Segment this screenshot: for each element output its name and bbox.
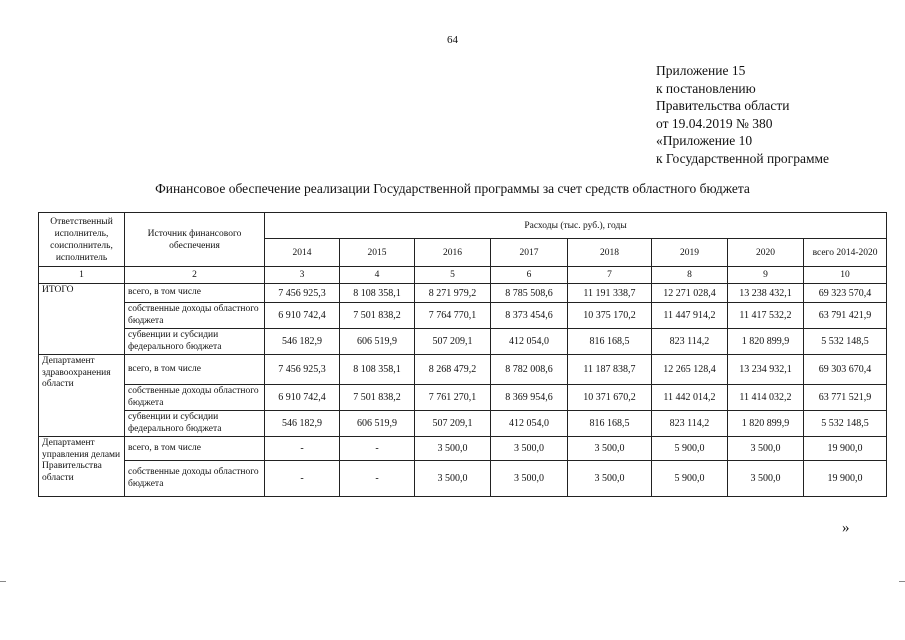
table-row xyxy=(39,437,887,461)
year-value-cell: 3 500,0 xyxy=(568,461,652,497)
year-value-cell: 8 369 954,6 xyxy=(491,385,568,411)
total-value-cell: 63 771 521,9 xyxy=(804,385,887,411)
total-value-cell: 63 791 421,9 xyxy=(804,303,887,329)
year-value-cell: 10 375 170,2 xyxy=(568,303,652,329)
table-row xyxy=(39,385,887,411)
year-value-cell: 507 209,1 xyxy=(415,411,491,437)
header-year: 2018 xyxy=(568,239,652,267)
total-value-cell: 19 900,0 xyxy=(804,437,887,461)
year-value-cell: 13 238 432,1 xyxy=(728,284,804,303)
year-value-cell: 11 191 338,7 xyxy=(568,284,652,303)
source-cell: всего, в том числе xyxy=(125,355,265,385)
total-value-cell: 19 900,0 xyxy=(804,461,887,497)
year-value-cell: 11 442 014,2 xyxy=(652,385,728,411)
year-value-cell: 823 114,2 xyxy=(652,411,728,437)
column-number: 10 xyxy=(804,267,887,284)
executor-cell: ИТОГО xyxy=(39,284,125,355)
header-year: 2017 xyxy=(491,239,568,267)
year-value-cell: 12 265 128,4 xyxy=(652,355,728,385)
year-value-cell: 8 785 508,6 xyxy=(491,284,568,303)
appendix-line: от 19.04.2019 № 380 xyxy=(656,115,773,131)
column-number: 1 xyxy=(39,267,125,284)
appendix-line: Приложение 15 xyxy=(656,63,746,78)
year-value-cell: 823 114,2 xyxy=(652,329,728,355)
year-value-cell: 412 054,0 xyxy=(491,411,568,437)
appendix-block xyxy=(656,62,829,167)
executor-cell: Департамент здравоохранения области xyxy=(39,355,125,437)
year-value-cell: 6 910 742,4 xyxy=(265,303,340,329)
year-value-cell: 3 500,0 xyxy=(491,461,568,497)
column-number: 5 xyxy=(415,267,491,284)
source-cell: субвенции и субсидии федерального бюджета xyxy=(125,329,265,355)
year-value-cell: 8 108 358,1 xyxy=(340,355,415,385)
source-cell: субвенции и субсидии федерального бюджета xyxy=(125,411,265,437)
year-value-cell: 606 519,9 xyxy=(340,329,415,355)
table-row xyxy=(39,411,887,437)
year-value-cell: 13 234 932,1 xyxy=(728,355,804,385)
appendix-line: «Приложение 10 xyxy=(656,133,753,148)
header-year: 2015 xyxy=(340,239,415,267)
year-value-cell: 11 414 032,2 xyxy=(728,385,804,411)
total-value-cell: 69 303 670,4 xyxy=(804,355,887,385)
year-value-cell: 7 764 770,1 xyxy=(415,303,491,329)
header-year: 2014 xyxy=(265,239,340,267)
year-value-cell: 7 501 838,2 xyxy=(340,385,415,411)
year-value-cell: 8 373 454,6 xyxy=(491,303,568,329)
source-cell: всего, в том числе xyxy=(125,284,265,303)
header-source: Источник финансового обеспечения xyxy=(125,213,265,267)
year-value-cell: - xyxy=(340,461,415,497)
header-year: 2016 xyxy=(415,239,491,267)
closing-quote: » xyxy=(842,520,850,536)
source-cell: собственные доходы областного бюджета xyxy=(125,385,265,411)
column-number: 9 xyxy=(728,267,804,284)
margin-mark xyxy=(0,581,6,582)
total-value-cell: 5 532 148,5 xyxy=(804,411,887,437)
year-value-cell: 546 182,9 xyxy=(265,411,340,437)
year-value-cell: 6 910 742,4 xyxy=(265,385,340,411)
year-value-cell: 8 268 479,2 xyxy=(415,355,491,385)
column-number: 8 xyxy=(652,267,728,284)
year-value-cell: 3 500,0 xyxy=(728,461,804,497)
year-value-cell: 507 209,1 xyxy=(415,329,491,355)
year-value-cell: 8 108 358,1 xyxy=(340,284,415,303)
table-row xyxy=(39,284,887,303)
year-value-cell: 3 500,0 xyxy=(728,437,804,461)
year-value-cell: 11 417 532,2 xyxy=(728,303,804,329)
year-value-cell: 7 501 838,2 xyxy=(340,303,415,329)
table-row xyxy=(39,329,887,355)
year-value-cell: 546 182,9 xyxy=(265,329,340,355)
source-cell: собственные доходы областного бюджета xyxy=(125,303,265,329)
table-row xyxy=(39,303,887,329)
financing-table xyxy=(38,212,887,497)
year-value-cell: 12 271 028,4 xyxy=(652,284,728,303)
year-value-cell: 10 371 670,2 xyxy=(568,385,652,411)
year-value-cell: 1 820 899,9 xyxy=(728,411,804,437)
year-value-cell: 7 456 925,3 xyxy=(265,355,340,385)
executor-cell: Департамент управления делами Правительства области xyxy=(39,437,125,497)
year-value-cell: 3 500,0 xyxy=(568,437,652,461)
year-value-cell: - xyxy=(340,437,415,461)
column-number: 6 xyxy=(491,267,568,284)
year-value-cell: 7 761 270,1 xyxy=(415,385,491,411)
year-value-cell: 3 500,0 xyxy=(491,437,568,461)
column-number: 7 xyxy=(568,267,652,284)
header-year: 2020 xyxy=(728,239,804,267)
header-expenses: Расходы (тыс. руб.), годы xyxy=(265,213,887,239)
year-value-cell: 5 900,0 xyxy=(652,461,728,497)
source-cell: всего, в том числе xyxy=(125,437,265,461)
year-value-cell: 7 456 925,3 xyxy=(265,284,340,303)
year-value-cell: 1 820 899,9 xyxy=(728,329,804,355)
year-value-cell: 5 900,0 xyxy=(652,437,728,461)
year-value-cell: - xyxy=(265,461,340,497)
year-value-cell: - xyxy=(265,437,340,461)
header-total: всего 2014-2020 xyxy=(804,239,887,267)
year-value-cell: 11 187 838,7 xyxy=(568,355,652,385)
column-number: 3 xyxy=(265,267,340,284)
page-number: 64 xyxy=(447,34,458,46)
table-row xyxy=(39,355,887,385)
document-title: Финансовое обеспечение реализации Государственной программы за счет средств областного бюджета xyxy=(155,181,750,196)
appendix-line: Правительства области xyxy=(656,98,790,113)
header-year: 2019 xyxy=(652,239,728,267)
appendix-line: к Государственной программе xyxy=(656,150,830,166)
year-value-cell: 816 168,5 xyxy=(568,329,652,355)
year-value-cell: 3 500,0 xyxy=(415,437,491,461)
table-body xyxy=(39,284,887,497)
appendix-line: к постановлению xyxy=(656,80,756,96)
source-cell: собственные доходы областного бюджета xyxy=(125,461,265,497)
column-number: 2 xyxy=(125,267,265,284)
year-value-cell: 11 447 914,2 xyxy=(652,303,728,329)
year-value-cell: 8 271 979,2 xyxy=(415,284,491,303)
header-executor: Ответственный исполнитель, соисполнитель, исполнитель xyxy=(39,213,125,267)
table-row xyxy=(39,461,887,497)
margin-mark xyxy=(899,581,905,582)
year-value-cell: 8 782 008,6 xyxy=(491,355,568,385)
year-value-cell: 3 500,0 xyxy=(415,461,491,497)
year-value-cell: 412 054,0 xyxy=(491,329,568,355)
total-value-cell: 69 323 570,4 xyxy=(804,284,887,303)
year-value-cell: 816 168,5 xyxy=(568,411,652,437)
year-value-cell: 606 519,9 xyxy=(340,411,415,437)
total-value-cell: 5 532 148,5 xyxy=(804,329,887,355)
column-number: 4 xyxy=(340,267,415,284)
